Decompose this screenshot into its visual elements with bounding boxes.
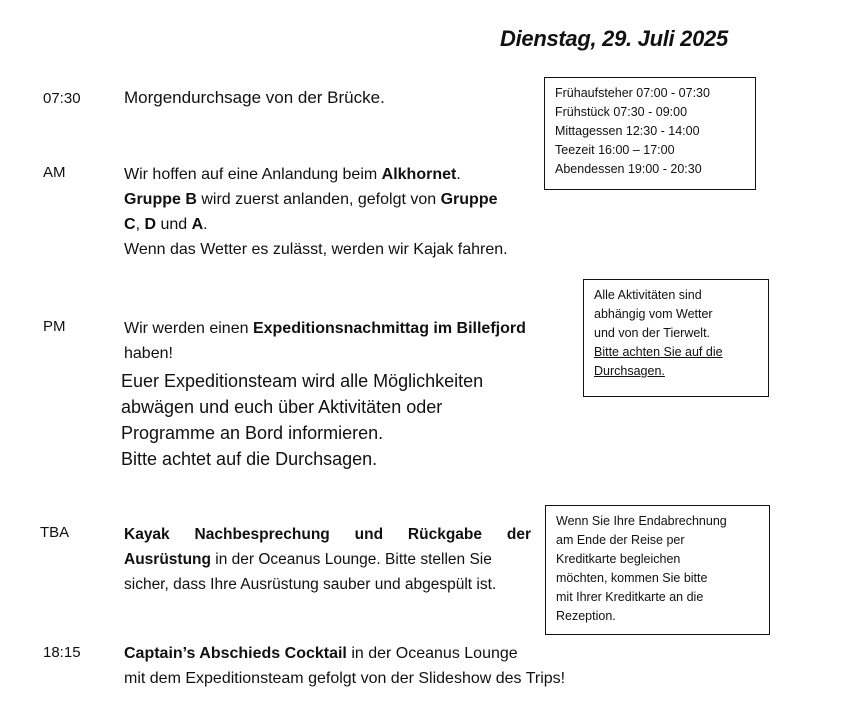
cocktail-line-2: mit dem Expeditionsteam gefolgt von der Slideshow des Trips! — [124, 670, 566, 687]
billing-note-line: mit Ihrer Kreditkarte an die — [556, 590, 704, 604]
billing-note-line: Kreditkarte begleichen — [556, 552, 681, 566]
pm-line-1 — [124, 316, 526, 341]
group-label: Gruppe — [440, 191, 498, 208]
tba-line-3: sicher, dass Ihre Ausrüstung sauber und abgespült ist. — [124, 576, 497, 593]
time-1815: 18:15 — [43, 644, 81, 661]
meal-time-line: Frühaufsteher 07:00 - 07:30 — [555, 86, 710, 100]
am-line-2 — [124, 187, 508, 212]
meal-time-line: Teezeit 16:00 – 17:00 — [555, 143, 675, 157]
activities-note-line: Alle Aktivitäten sind — [594, 288, 702, 302]
am-text: Wir hoffen auf eine Anlandung beim — [124, 166, 382, 183]
tba-line-1: Kayak Nachbesprechung und Rückgabe der — [124, 526, 531, 543]
entry-farewell-cocktail — [124, 641, 565, 691]
pm-highlight: Expeditionsnachmittag im Billefjord — [252, 320, 526, 337]
entry-am — [124, 162, 508, 262]
activities-note-box — [583, 279, 769, 397]
am-line-4: Wenn das Wetter es zulässt, werden wir Kajak fahren. — [124, 241, 508, 258]
am-line-3 — [124, 212, 508, 237]
cocktail-line-1 — [124, 641, 565, 666]
group-c: C — [124, 216, 136, 233]
page-title: Dienstag, 29. Juli 2025 — [500, 26, 728, 51]
billing-note-line: Wenn Sie Ihre Endabrechnung — [556, 514, 727, 528]
group-a: A — [191, 216, 204, 233]
am-text: wird zuerst anlanden, gefolgt von — [196, 191, 441, 208]
pm-note-line: abwägen und euch über Aktivitäten oder — [121, 397, 443, 417]
time-0730: 07:30 — [43, 90, 81, 107]
activities-note-line: Durchsagen. — [594, 364, 665, 378]
time-am: AM — [43, 164, 66, 181]
pm-note-line: Euer Expeditionsteam wird alle Möglichkeiten — [121, 371, 484, 391]
pm-team-note — [121, 368, 483, 472]
tba-text: in der Oceanus Lounge. Bitte stellen Sie — [210, 551, 492, 568]
entry-pm — [124, 316, 526, 366]
time-pm: PM — [43, 318, 66, 335]
am-text: und — [156, 216, 192, 233]
tba-line-2 — [124, 547, 531, 572]
meal-time-line: Abendessen 19:00 - 20:30 — [555, 162, 702, 176]
meal-time-line: Frühstück 07:30 - 09:00 — [555, 105, 688, 119]
activities-note-line: und von der Tierwelt. — [594, 326, 711, 340]
cocktail-highlight: Captain’s Abschieds Cocktail — [124, 645, 347, 662]
tba-highlight: Ausrüstung — [124, 551, 211, 568]
entry-tba — [124, 522, 531, 597]
am-text: . — [456, 166, 461, 183]
billing-note-line: Rezeption. — [556, 609, 616, 623]
am-text: , — [135, 216, 145, 233]
meal-time-line: Mittagessen 12:30 - 14:00 — [555, 124, 700, 138]
meal-times-box — [544, 77, 756, 190]
billing-note-line: möchten, kommen Sie bitte — [556, 571, 708, 585]
landing-site: Alkhornet — [381, 166, 457, 183]
activities-note-line: abhängig vom Wetter — [594, 307, 713, 321]
pm-text: Wir werden einen — [124, 320, 253, 337]
am-text: . — [203, 216, 208, 233]
billing-note-box — [545, 505, 770, 635]
cocktail-text: in der Oceanus Lounge — [346, 645, 518, 662]
group-d: D — [144, 216, 157, 233]
pm-note-line: Programme an Bord informieren. — [121, 423, 384, 443]
billing-note-line: am Ende der Reise per — [556, 533, 685, 547]
time-tba: TBA — [40, 524, 70, 541]
activities-note-line: Bitte achten Sie auf die — [594, 345, 723, 359]
group-b: Gruppe B — [124, 191, 197, 208]
pm-note-line: Bitte achtet auf die Durchsagen. — [121, 449, 378, 469]
entry-morning-announcement: Morgendurchsage von der Brücke. — [124, 88, 385, 107]
pm-line-2: haben! — [124, 345, 173, 362]
am-line-1 — [124, 162, 508, 187]
